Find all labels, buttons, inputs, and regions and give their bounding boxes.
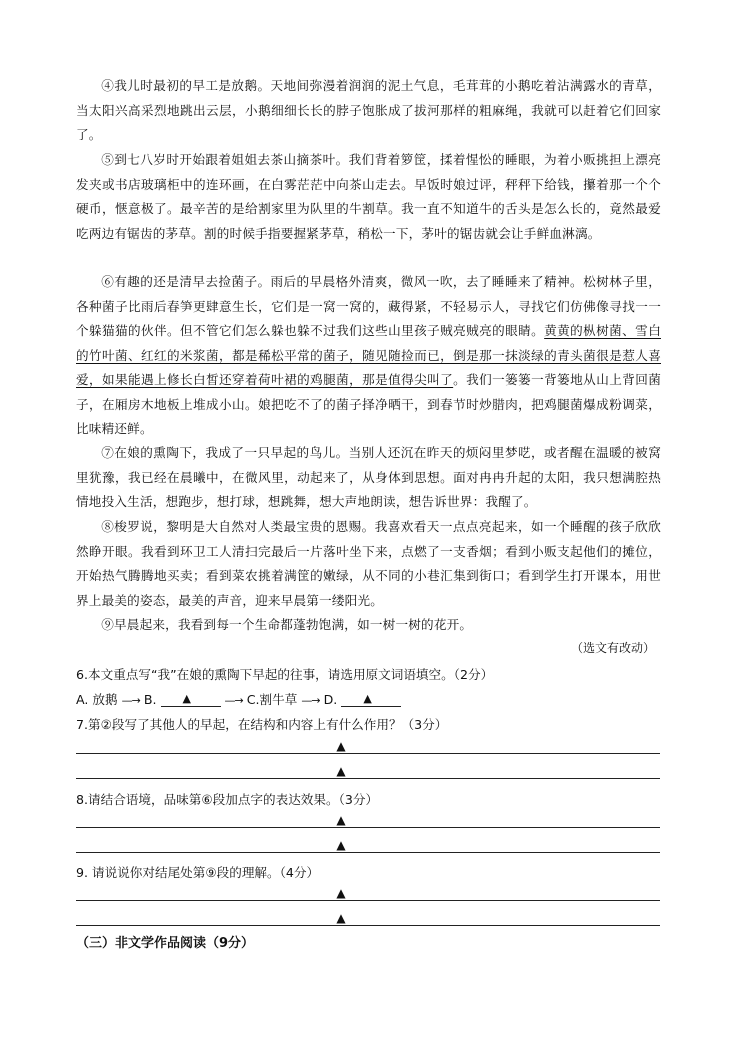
- option-a: A. 放鹅: [76, 692, 118, 707]
- arrow-icon: —→: [301, 694, 320, 707]
- option-d: D.: [323, 692, 338, 707]
- question-7: 7.第②段写了其他人的早起，在结构和内容上有什么作用？（3分）: [76, 717, 448, 732]
- answer-line[interactable]: [76, 900, 660, 901]
- option-c: C.割牛草: [246, 692, 298, 707]
- question-8: 8.请结合语境，品味第⑥段加点字的表达效果。（3分）: [76, 792, 379, 807]
- section-heading: （三）非文学作品阅读（9分）: [76, 936, 255, 951]
- underlined-sentence: 黄黄的枞树菌、雪白的竹叶菌、红红的米浆菌，都是稀松平常的菌子，随见随捡而已，倒是那一抹淡绿的青头菌很是惹人喜爱，如果能遇上修长白皙还穿着荷叶裙的鸡腿菌，那是值得尖叫了: [76, 323, 661, 387]
- triangle-icon: ▲: [336, 911, 346, 925]
- source-note: （选文有改动）: [570, 641, 655, 655]
- question-6-options: [76, 689, 401, 708]
- answer-line[interactable]: [76, 852, 660, 853]
- triangle-icon: ▲: [336, 813, 346, 827]
- triangle-icon: ▲: [336, 764, 346, 778]
- triangle-icon: ▲: [336, 838, 346, 852]
- question-9: 9. 请说说你对结尾处第⑨段的理解。（4分）: [76, 865, 320, 880]
- triangle-icon: ▲: [336, 886, 346, 900]
- triangle-icon: ▲: [182, 692, 191, 705]
- paragraph-6: ⑥有趣的还是清早去捡菌子。雨后的早晨格外清爽，微风一吹，去了睡睡来了精神。松树林子里，各种菌子比雨后春笋更肆意生长，它们是一窝一窝的，藏得紧，不轻易示人，寻找它们仿佛像寻找一一个躲猫猫的伙伴。但不管它们怎么躲也躲不过我们这些山里孩子贼亮贼亮的眼睛。黄黄的枞树菌、雪白的竹叶菌、红红的米浆菌，都是稀松平常的菌子，随见随捡而已，倒是那一抹淡绿的青头菌很是惹人喜爱，如果能遇上修长白皙还穿着荷叶裙的鸡腿菌，那是值得尖叫了。我们一篓篓一背篓地从山上背回菌子，在厢房木地板上堆成小山。娘把吃不了的菌子择净晒干，到春节时炒腊肉，把鸡腿菌爆成粉调菜，比味精还鲜。: [76, 274, 661, 436]
- answer-line[interactable]: [76, 753, 660, 754]
- blank-b-field[interactable]: [161, 692, 221, 707]
- paragraph-7: ⑦在娘的熏陶下，我成了一只早起的鸟儿。当别人还沉在昨天的烦闷里梦呓，或者醒在温暖的被窝里犹豫，我已经在晨曦中，在微风里，动起来了，从身体到思想。面对冉冉升起的太阳，我只想满腔热情地投入生活，想跑步，想打球，想跳舞，想大声地朗读，想告诉世界：我醒了。: [76, 445, 661, 509]
- option-b: B.: [143, 692, 157, 707]
- paragraph-8: ⑧梭罗说，黎明是大自然对人类最宝贵的恩赐。我喜欢看天一点点亮起来，如一个睡醒的孩子欣欣然睁开眼。我看到环卫工人清扫完最后一片落叶坐下来，点燃了一支香烟；看到小贩支起他们的摊位，开始热气腾腾地买卖；看到菜农挑着满筐的嫩绿，从不同的小巷汇集到街口；看到学生打开课本，用世界上最美的姿态，最美的声音，迎来早晨第一缕阳光。: [76, 519, 661, 608]
- arrow-icon: —→: [121, 694, 140, 707]
- answer-line[interactable]: [76, 925, 660, 926]
- paragraph-4: ④我儿时最初的早工是放鹅。天地间弥漫着润润的泥土气息，毛茸茸的小鹅吃着沾满露水的青草，当太阳兴高采烈地跳出云层，小鹅细细长长的脖子饱胀成了拔河那样的粗麻绳，我就可以赶着它们回家了。: [76, 78, 661, 142]
- blank-d-field[interactable]: [341, 692, 401, 707]
- arrow-icon: —→: [224, 694, 243, 707]
- question-6: 6.本文重点写“我”在娘的熏陶下早起的往事，请选用原文词语填空。（2分）: [76, 667, 494, 682]
- paragraph-5: ⑤到七八岁时开始跟着姐姐去茶山摘茶叶。我们背着箩筐，揉着惺忪的睡眼，为着小贩挑担上漂亮发夹或书店玻璃柜中的连环画，在白雾茫茫中向茶山走去。早饭时娘过评，秤秤下给钱，攥着那一个个硬币，惬意极了。最辛苦的是给割家里为队里的牛割草。我一直不知道牛的舌头是怎么长的，竟然最爱吃两边有锯齿的茅草。割的时候手指要握紧茅草，稍松一下，茅叶的锯齿就会让手鲜血淋漓。: [76, 152, 661, 241]
- answer-line[interactable]: [76, 827, 660, 828]
- answer-line[interactable]: [76, 778, 660, 779]
- triangle-icon: ▲: [336, 739, 346, 753]
- triangle-icon: ▲: [363, 692, 372, 705]
- paragraph-9: ⑨早晨起来，我看到每一个生命都蓬勃饱满，如一树一树的花开。: [101, 617, 473, 632]
